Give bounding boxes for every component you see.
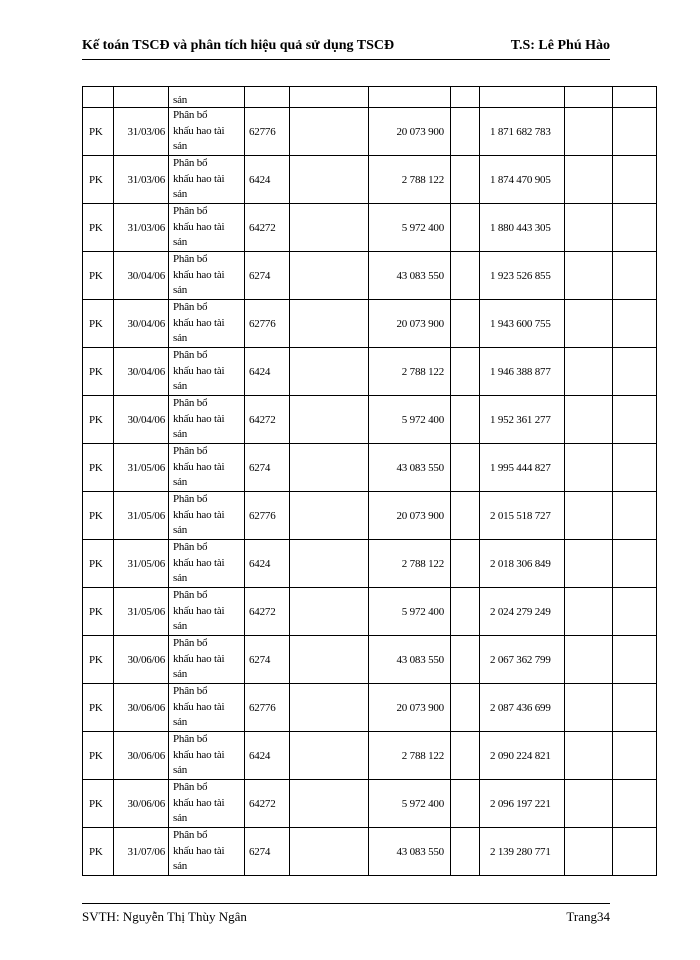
cell-empty (565, 588, 613, 636)
cell-debit (290, 156, 369, 204)
student-name: SVTH: Nguyễn Thị Thùy Ngân (82, 909, 247, 924)
description-line: khấu hao tài (173, 748, 225, 761)
cell-account: 64272 (245, 204, 290, 252)
cell-blank (451, 444, 480, 492)
ledger-table (82, 86, 657, 876)
description-line: sản (173, 620, 188, 633)
cell-debit (290, 108, 369, 156)
description-line: sản (173, 716, 188, 729)
table-row (83, 348, 657, 396)
description-line: khấu hao tài (173, 556, 225, 569)
cell-empty (613, 252, 657, 300)
cell-account: 6424 (245, 732, 290, 780)
cell-debit (290, 204, 369, 252)
cell-date: 30/06/06 (114, 636, 169, 684)
cell-date: 30/04/06 (114, 396, 169, 444)
cell-balance: 2 067 362 799 (480, 636, 565, 684)
cell-debit (290, 684, 369, 732)
cell-account: 64272 (245, 780, 290, 828)
cell-account: 62776 (245, 684, 290, 732)
cell-balance: 2 015 518 727 (480, 492, 565, 540)
description-line: sản (173, 428, 188, 441)
cell-description (169, 636, 245, 684)
cell-type: PK (83, 828, 114, 876)
description-line: Phân bổ (173, 829, 208, 842)
description-line: sản (173, 668, 188, 681)
cell-debit (290, 444, 369, 492)
cell-description (169, 444, 245, 492)
cell-account: 6274 (245, 828, 290, 876)
table-row (83, 780, 657, 828)
cell-empty (565, 156, 613, 204)
cell-account: 6274 (245, 252, 290, 300)
description-line: sản (173, 380, 188, 393)
description-line: Phân bổ (173, 493, 208, 506)
description-line: sản (173, 236, 188, 249)
cell-credit (369, 87, 451, 108)
document-author: T.S: Lê Phú Hào (510, 38, 610, 53)
cell-credit: 20 073 900 (369, 108, 451, 156)
table-row (83, 588, 657, 636)
header-divider (82, 59, 610, 60)
description-line: sản (173, 284, 188, 297)
cell-account: 6424 (245, 348, 290, 396)
description-line: Phân bổ (173, 109, 208, 122)
cell-balance: 2 139 280 771 (480, 828, 565, 876)
cell-date: 31/05/06 (114, 588, 169, 636)
cell-date: 31/03/06 (114, 108, 169, 156)
cell-empty (565, 780, 613, 828)
cell-account: 64272 (245, 588, 290, 636)
cell-empty (565, 636, 613, 684)
cell-date: 30/04/06 (114, 300, 169, 348)
cell-blank (451, 588, 480, 636)
cell-type (83, 87, 114, 108)
description-line: Phân bổ (173, 253, 208, 266)
table-row (83, 396, 657, 444)
cell-balance: 1 923 526 855 (480, 252, 565, 300)
cell-type: PK (83, 636, 114, 684)
cell-balance: 2 096 197 221 (480, 780, 565, 828)
cell-blank (451, 252, 480, 300)
description-line: sản (173, 812, 188, 825)
description-line: Phân bổ (173, 205, 208, 218)
cell-credit: 2 788 122 (369, 156, 451, 204)
description-line: khấu hao tài (173, 796, 225, 809)
cell-blank (451, 156, 480, 204)
cell-type: PK (83, 588, 114, 636)
cell-date: 31/03/06 (114, 156, 169, 204)
cell-empty (613, 828, 657, 876)
description-line: sản (173, 140, 188, 153)
cell-account (245, 87, 290, 108)
cell-credit: 43 083 550 (369, 828, 451, 876)
cell-description (169, 780, 245, 828)
page-footer (82, 909, 610, 929)
cell-debit (290, 300, 369, 348)
cell-debit (290, 636, 369, 684)
cell-type: PK (83, 396, 114, 444)
cell-type: PK (83, 156, 114, 204)
cell-balance: 2 090 224 821 (480, 732, 565, 780)
cell-type: PK (83, 252, 114, 300)
description-line: khấu hao tài (173, 364, 225, 377)
cell-description (169, 732, 245, 780)
cell-credit: 43 083 550 (369, 636, 451, 684)
cell-credit: 5 972 400 (369, 396, 451, 444)
cell-account: 62776 (245, 300, 290, 348)
cell-blank (451, 87, 480, 108)
table-row (83, 684, 657, 732)
description-line: sản (173, 764, 188, 777)
cell-description (169, 156, 245, 204)
cell-type: PK (83, 108, 114, 156)
table-row (83, 156, 657, 204)
description-line: Phân bổ (173, 589, 208, 602)
cell-date: 31/05/06 (114, 492, 169, 540)
cell-description (169, 588, 245, 636)
cell-type: PK (83, 684, 114, 732)
cell-debit (290, 87, 369, 108)
cell-blank (451, 636, 480, 684)
table-row (83, 492, 657, 540)
description-line: sản (173, 332, 188, 345)
cell-debit (290, 396, 369, 444)
cell-balance: 2 087 436 699 (480, 684, 565, 732)
cell-debit (290, 492, 369, 540)
description-line: Phân bổ (173, 445, 208, 458)
cell-debit (290, 252, 369, 300)
cell-empty (613, 204, 657, 252)
description-line: Phân bổ (173, 733, 208, 746)
description-line: khấu hao tài (173, 700, 225, 713)
description-line: khấu hao tài (173, 652, 225, 665)
cell-balance: 1 871 682 783 (480, 108, 565, 156)
description-line: khấu hao tài (173, 508, 225, 521)
description-line: sản (173, 524, 188, 537)
cell-credit: 2 788 122 (369, 348, 451, 396)
description-line: Phân bổ (173, 685, 208, 698)
table-row (83, 300, 657, 348)
cell-blank (451, 684, 480, 732)
cell-empty (565, 300, 613, 348)
cell-empty (565, 540, 613, 588)
cell-empty (565, 87, 613, 108)
cell-date: 30/06/06 (114, 732, 169, 780)
cell-empty (613, 87, 657, 108)
cell-description (169, 204, 245, 252)
cell-empty (565, 396, 613, 444)
cell-empty (565, 348, 613, 396)
cell-debit (290, 732, 369, 780)
cell-blank (451, 732, 480, 780)
table-row (83, 636, 657, 684)
cell-date: 30/06/06 (114, 684, 169, 732)
cell-description: sản (169, 87, 245, 108)
description-line: Phân bổ (173, 541, 208, 554)
description-line: Phân bổ (173, 349, 208, 362)
cell-description (169, 252, 245, 300)
description-line: Phân bổ (173, 781, 208, 794)
cell-account: 6424 (245, 540, 290, 588)
cell-description (169, 828, 245, 876)
cell-blank (451, 396, 480, 444)
table-row (83, 108, 657, 156)
table-row (83, 444, 657, 492)
description-line: Phân bổ (173, 157, 208, 170)
cell-account: 6424 (245, 156, 290, 204)
cell-credit: 20 073 900 (369, 492, 451, 540)
cell-credit: 5 972 400 (369, 204, 451, 252)
cell-date (114, 87, 169, 108)
description-line: khấu hao tài (173, 172, 225, 185)
cell-description (169, 492, 245, 540)
cell-empty (613, 444, 657, 492)
cell-empty (565, 492, 613, 540)
cell-debit (290, 828, 369, 876)
cell-type: PK (83, 732, 114, 780)
cell-debit (290, 780, 369, 828)
cell-balance: 1 943 600 755 (480, 300, 565, 348)
cell-type: PK (83, 204, 114, 252)
description-line: khấu hao tài (173, 412, 225, 425)
table-row (83, 252, 657, 300)
description-line: khấu hao tài (173, 844, 225, 857)
cell-empty (613, 636, 657, 684)
cell-credit: 2 788 122 (369, 732, 451, 780)
cell-empty (565, 828, 613, 876)
cell-credit: 20 073 900 (369, 684, 451, 732)
table-row (83, 540, 657, 588)
cell-blank (451, 540, 480, 588)
description-line: sản (173, 572, 188, 585)
page-header (82, 36, 610, 58)
cell-blank (451, 108, 480, 156)
cell-empty (565, 204, 613, 252)
cell-account: 6274 (245, 636, 290, 684)
cell-debit (290, 348, 369, 396)
cell-date: 30/06/06 (114, 780, 169, 828)
document-title: Kế toán TSCĐ và phân tích hiệu quả sử dụng TSCĐ (82, 38, 395, 53)
cell-empty (613, 348, 657, 396)
cell-date: 31/05/06 (114, 444, 169, 492)
cell-debit (290, 588, 369, 636)
cell-balance (480, 87, 565, 108)
cell-date: 30/04/06 (114, 252, 169, 300)
cell-date: 31/07/06 (114, 828, 169, 876)
cell-type: PK (83, 492, 114, 540)
cell-blank (451, 300, 480, 348)
cell-credit: 5 972 400 (369, 780, 451, 828)
cell-empty (613, 492, 657, 540)
cell-balance: 1 952 361 277 (480, 396, 565, 444)
description-line: khấu hao tài (173, 316, 225, 329)
table-row-partial (83, 87, 657, 108)
cell-balance: 1 874 470 905 (480, 156, 565, 204)
cell-empty (565, 732, 613, 780)
cell-empty (613, 396, 657, 444)
cell-empty (613, 540, 657, 588)
cell-date: 31/05/06 (114, 540, 169, 588)
cell-empty (565, 684, 613, 732)
cell-description (169, 684, 245, 732)
description-line: khấu hao tài (173, 220, 225, 233)
cell-type: PK (83, 348, 114, 396)
cell-balance: 1 995 444 827 (480, 444, 565, 492)
cell-credit: 20 073 900 (369, 300, 451, 348)
cell-empty (565, 444, 613, 492)
footer-divider (82, 903, 610, 904)
cell-empty (565, 108, 613, 156)
description-line: khấu hao tài (173, 124, 225, 137)
cell-empty (613, 300, 657, 348)
cell-empty (613, 588, 657, 636)
cell-balance: 2 024 279 249 (480, 588, 565, 636)
cell-blank (451, 828, 480, 876)
cell-credit: 5 972 400 (369, 588, 451, 636)
cell-type: PK (83, 540, 114, 588)
cell-description (169, 108, 245, 156)
description-line: Phân bổ (173, 397, 208, 410)
cell-empty (613, 780, 657, 828)
cell-description (169, 396, 245, 444)
cell-description (169, 348, 245, 396)
cell-empty (613, 732, 657, 780)
description-line: khấu hao tài (173, 604, 225, 617)
cell-type: PK (83, 780, 114, 828)
cell-description (169, 540, 245, 588)
cell-blank (451, 780, 480, 828)
cell-type: PK (83, 300, 114, 348)
cell-balance: 1 880 443 305 (480, 204, 565, 252)
cell-blank (451, 204, 480, 252)
description-line: khấu hao tài (173, 268, 225, 281)
description-line: Phân bổ (173, 301, 208, 314)
table-row (83, 732, 657, 780)
cell-credit: 43 083 550 (369, 252, 451, 300)
cell-type: PK (83, 444, 114, 492)
cell-date: 30/04/06 (114, 348, 169, 396)
cell-blank (451, 348, 480, 396)
cell-blank (451, 492, 480, 540)
cell-empty (613, 684, 657, 732)
description-line: sản (173, 476, 188, 489)
description-line: Phân bổ (173, 637, 208, 650)
cell-credit: 2 788 122 (369, 540, 451, 588)
description-line: khấu hao tài (173, 460, 225, 473)
description-line: sản (173, 860, 188, 873)
cell-debit (290, 540, 369, 588)
cell-date: 31/03/06 (114, 204, 169, 252)
cell-account: 6274 (245, 444, 290, 492)
cell-empty (565, 252, 613, 300)
description-line: sản (173, 188, 188, 201)
cell-balance: 2 018 306 849 (480, 540, 565, 588)
cell-account: 62776 (245, 492, 290, 540)
table-row (83, 204, 657, 252)
page-number: Trang34 (566, 909, 610, 924)
cell-empty (613, 108, 657, 156)
cell-credit: 43 083 550 (369, 444, 451, 492)
cell-empty (613, 156, 657, 204)
cell-account: 62776 (245, 108, 290, 156)
cell-account: 64272 (245, 396, 290, 444)
table-row (83, 828, 657, 876)
cell-balance: 1 946 388 877 (480, 348, 565, 396)
cell-description (169, 300, 245, 348)
